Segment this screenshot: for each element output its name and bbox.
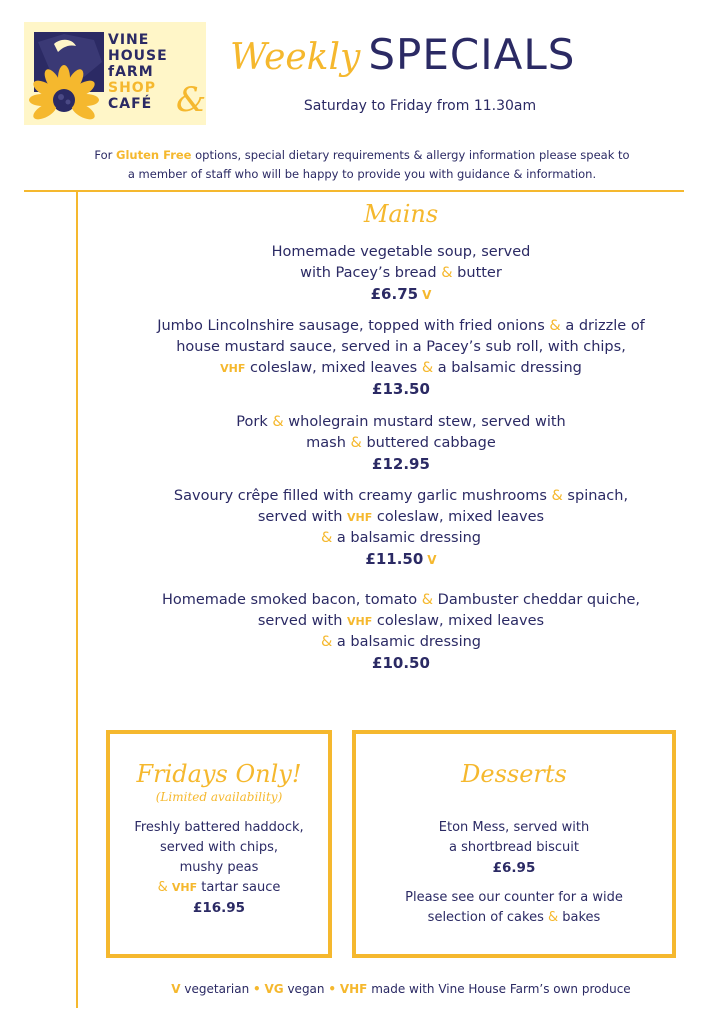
vegetarian-tag: V bbox=[422, 288, 432, 302]
ampersand-glyph: & bbox=[547, 910, 559, 925]
item-desc-line: served with VHF coleslaw, mixed leaves bbox=[257, 509, 545, 525]
ampersand-glyph: & bbox=[157, 880, 168, 895]
fridays-line: Freshly battered haddock, bbox=[134, 820, 304, 835]
price-value: £11.50 bbox=[365, 550, 424, 568]
dessert-line: a shortbread biscuit bbox=[449, 840, 579, 855]
key-vg-text: vegan bbox=[283, 982, 329, 996]
ampersand-glyph: & bbox=[272, 414, 284, 430]
vegetarian-tag: V bbox=[427, 553, 437, 567]
price-value: £6.75 bbox=[370, 285, 419, 303]
item-price: £12.95 bbox=[372, 455, 430, 473]
fridays-only-box bbox=[106, 730, 332, 958]
vine-house-farm-logo bbox=[24, 22, 206, 125]
vhf-tag: VHF bbox=[347, 511, 373, 524]
item-desc-line: mash & buttered cabbage bbox=[306, 435, 496, 451]
item-desc-line: & a balsamic dressing bbox=[320, 530, 481, 546]
item-desc-line: VHF coleslaw, mixed leaves & a balsamic dressing bbox=[220, 360, 582, 376]
key-vg-code: VG bbox=[264, 982, 284, 996]
ampersand-glyph: & bbox=[350, 435, 362, 451]
logo-line-vine: VINE bbox=[108, 32, 150, 48]
page-title bbox=[230, 30, 575, 79]
title-weekly: Weekly bbox=[230, 37, 361, 78]
menu-item bbox=[78, 242, 724, 306]
item-desc-line: & a balsamic dressing bbox=[320, 634, 481, 650]
notice-prefix: For bbox=[94, 148, 117, 162]
key-v-code: V bbox=[171, 982, 181, 996]
dessert-price: £6.95 bbox=[492, 860, 536, 876]
item-price bbox=[78, 284, 724, 306]
counter-note-line: Please see our counter for a wide bbox=[405, 890, 623, 905]
logo-line-shop: SHOP bbox=[108, 80, 156, 96]
fridays-line: served with chips, bbox=[159, 840, 279, 855]
menu-item bbox=[78, 486, 724, 571]
item-price: £13.50 bbox=[372, 380, 430, 398]
vhf-tag: VHF bbox=[171, 881, 198, 894]
opening-times: Saturday to Friday from 11.30am bbox=[303, 98, 537, 114]
item-desc-line: house mustard sauce, served in a Pacey’s sub roll, with chips, bbox=[176, 339, 626, 355]
ampersand-glyph: & bbox=[421, 592, 434, 608]
key-v-text: vegetarian bbox=[180, 982, 253, 996]
menu-item bbox=[78, 412, 724, 475]
title-specials: SPECIALS bbox=[368, 30, 576, 79]
header-divider bbox=[24, 190, 684, 192]
dietary-notice bbox=[40, 146, 684, 184]
item-price: £10.50 bbox=[372, 654, 430, 672]
logo-line-farm: fARM bbox=[108, 64, 154, 80]
fridays-heading: Fridays Only! bbox=[136, 760, 302, 788]
fridays-line: & VHF tartar sauce bbox=[157, 880, 281, 895]
key-vhf-text: made with Vine House Farm’s own produce bbox=[367, 982, 631, 996]
menu-item bbox=[78, 590, 724, 674]
fridays-subheading: (Limited availability) bbox=[155, 790, 283, 804]
gluten-free-highlight: Gluten Free bbox=[116, 148, 192, 162]
item-desc-line: with Pacey’s bread & butter bbox=[300, 265, 502, 281]
ampersand-glyph: & bbox=[320, 530, 333, 546]
dessert-item bbox=[356, 818, 672, 878]
item-desc-line: Jumbo Lincolnshire sausage, topped with fried onions & a drizzle of bbox=[157, 318, 645, 334]
mains-heading: Mains bbox=[363, 200, 439, 228]
key-bullet: • bbox=[253, 982, 261, 996]
fridays-line: mushy peas bbox=[179, 860, 259, 875]
dietary-key bbox=[78, 982, 724, 996]
fridays-price: £16.95 bbox=[192, 900, 246, 916]
counter-note-line: selection of cakes & bakes bbox=[427, 910, 601, 925]
item-desc-line: served with VHF coleslaw, mixed leaves bbox=[257, 613, 545, 629]
item-price bbox=[78, 549, 724, 571]
menu-item bbox=[78, 316, 724, 400]
ampersand-glyph: & bbox=[551, 488, 563, 504]
logo-ampersand: & bbox=[176, 80, 207, 120]
counter-note bbox=[356, 888, 672, 928]
notice-line2: a member of staff who will be happy to provide you with guidance & information. bbox=[127, 167, 597, 181]
key-vhf-code: VHF bbox=[339, 982, 368, 996]
ampersand-glyph: & bbox=[320, 634, 333, 650]
item-desc-line: Homemade vegetable soup, served bbox=[271, 244, 531, 260]
logo-line-cafe: CAFÉ bbox=[108, 96, 153, 112]
key-bullet: • bbox=[328, 982, 337, 996]
notice-line1-rest: options, special dietary requirements & allergy information please speak to bbox=[191, 148, 630, 162]
dessert-line: Eton Mess, served with bbox=[438, 820, 590, 835]
vhf-tag: VHF bbox=[347, 615, 373, 628]
item-desc-line: Homemade smoked bacon, tomato & Dambuster cheddar quiche, bbox=[161, 592, 641, 608]
ampersand-glyph: & bbox=[549, 318, 561, 334]
ampersand-glyph: & bbox=[441, 265, 453, 281]
ampersand-glyph: & bbox=[421, 360, 434, 376]
item-desc-line: Pork & wholegrain mustard stew, served with bbox=[236, 414, 566, 430]
desserts-box bbox=[352, 730, 676, 958]
logo-line-house: HOUSE bbox=[108, 48, 168, 64]
item-desc-line: Savoury crêpe filled with creamy garlic mushrooms & spinach, bbox=[173, 488, 629, 504]
desserts-heading: Desserts bbox=[461, 760, 567, 788]
fridays-description bbox=[110, 818, 328, 918]
vhf-tag: VHF bbox=[220, 362, 246, 375]
